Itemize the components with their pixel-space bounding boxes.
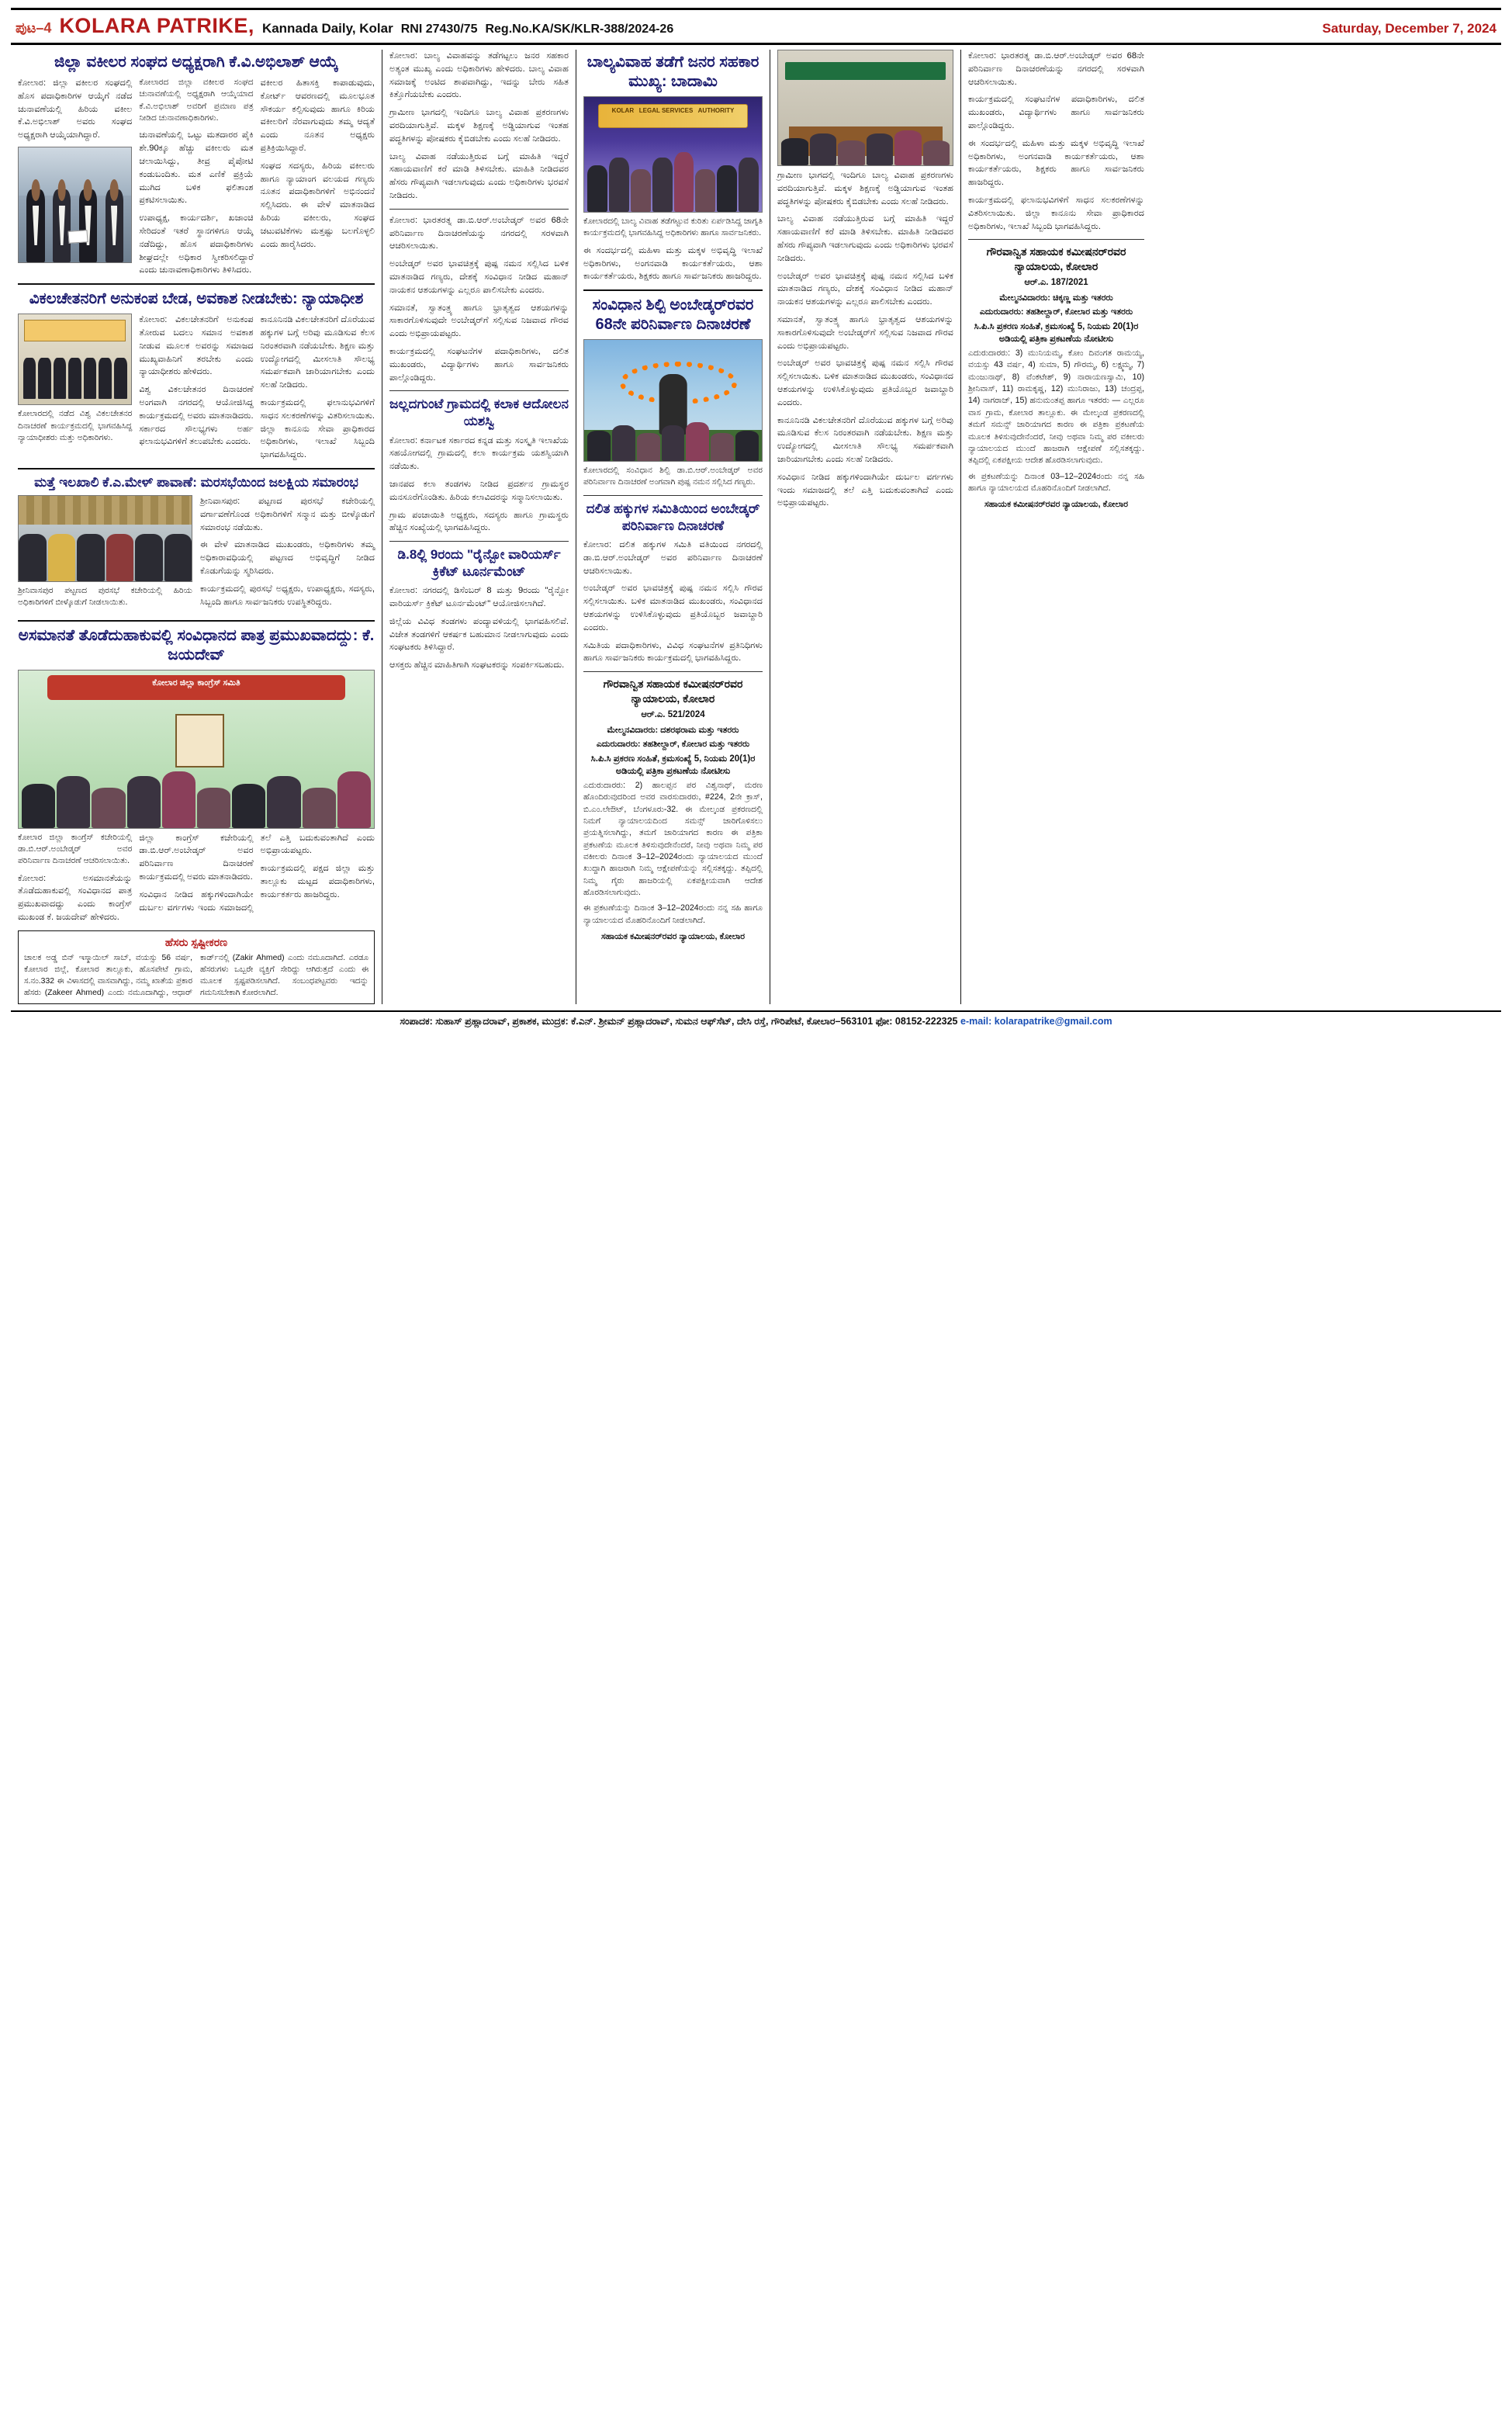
article-ambedkar-state-left [389,214,569,385]
paragraph: ಕಾರ್ಯಕ್ರಮದಲ್ಲಿ ಪುರಸಭೆ ಅಧ್ಯಕ್ಷರು, ಉಪಾಧ್ಯಕ್ಷರು, ಸದಸ್ಯರು, ಸಿಬ್ಬಂದಿ ಹಾಗೂ ಸಾರ್ವಜನಿಕರು ಉಪಸ್ಥಿತರಿದ್ದರು. [200,584,375,607]
paragraph: ಕಾರ್ಯಕ್ರಮದಲ್ಲಿ ಫಲಾನುಭವಿಗಳಿಗೆ ಸಾಧನ ಸಲಕರಣೆಗಳನ್ನು ವಿತರಿಸಲಾಯಿತು. ಜಿಲ್ಲಾ ಕಾನೂನು ಸೇವಾ ಪ್ರಾಧಿಕಾರದ ಅಧಿಕಾರಿಗಳು, ಇಲಾಖೆ ಸಿಬ್ಬಂದಿ ಭಾಗವಹಿಸಿದ್ದರು. [260,397,375,460]
paragraph: ಕಾರ್ಯಕ್ರಮದಲ್ಲಿ ಫಲಾನುಭವಿಗಳಿಗೆ ಸಾಧನ ಸಲಕರಣೆಗಳನ್ನು ವಿತರಿಸಲಾಯಿತು. ಜಿಲ್ಲಾ ಕಾನೂನು ಸೇವಾ ಪ್ರಾಧಿಕಾರದ ಅಧಿಕಾರಿಗಳು, ಇಲಾಖೆ ಸಿಬ್ಬಂದಿ ಭಾಗವಹಿಸಿದ್ದರು. [968,195,1144,231]
notice2-appellant: ಮೇಲ್ಮನವಿದಾರರು: ಚಿಕ್ಕಣ್ಣ ಮತ್ತು ಇತರರು [999,293,1113,303]
article-child-marriage-head [583,53,763,283]
paragraph: ಈ ಸಂದರ್ಭದಲ್ಲಿ ಮಹಿಳಾ ಮತ್ತು ಮಕ್ಕಳ ಅಭಿವೃದ್ಧಿ ಇಲಾಖೆ ಅಧಿಕಾರಿಗಳು, ಅಂಗನವಾಡಿ ಕಾರ್ಯಕರ್ತೆಯರು, ಆಶಾ ಕಾರ್ಯಕರ್ತೆಯರು, ಶಿಕ್ಷಕರು ಹಾಗೂ ಸಾರ್ವಜನಿಕರು ಹಾಜರಿದ್ದರು. [583,245,763,282]
rni-number: RNI 27430/75 [400,23,478,36]
notice-respondent: ಎದುರುದಾರರು: ತಹಶೀಲ್ದಾರ್, ಕೋಲಾರ ಮತ್ತು ಇತರರು [596,739,750,749]
page-number-label: ಪುಟ–4 [16,20,52,36]
correction-notice [18,930,375,1004]
article-lawyers-photo [18,147,132,263]
article-child-marriage-body-a [389,50,569,203]
paragraph: ಆಸಕ್ತರು ಹೆಚ್ಚಿನ ಮಾಹಿತಿಗಾಗಿ ಸಂಘಟಕರನ್ನು ಸಂಪರ್ಕಿಸಬಹುದು. [389,660,565,670]
notice2-signature: ಸಹಾಯಕ ಕಮೀಷನರ್‌ರವರ ನ್ಯಾಯಾಲಯ, ಕೋಲಾರ [984,500,1129,510]
article-disabled-photo [18,314,132,405]
paragraph: ಕಾನೂನಿನಡಿ ವಿಕಲಚೇತನರಿಗೆ ದೊರೆಯುವ ಹಕ್ಕುಗಳ ಬಗ್ಗೆ ಅರಿವು ಮೂಡಿಸುವ ಕೆಲಸ ನಿರಂತರವಾಗಿ ನಡೆಯಬೇಕು. ಶಿಕ್ಷಣ ಮತ್ತು ಉದ್ಯೋಗದಲ್ಲಿ ಮೀಸಲಾತಿ ಸೌಲಭ್ಯ ಸಮರ್ಪಕವಾಗಿ ಜಾರಿಯಾಗಬೇಕು ಎಂದು ಸಲಹೆ ನೀಡಿದರು. [260,315,375,390]
notice2-date-line: ಈ ಪ್ರಕಟಣೆಯನ್ನು ದಿನಾಂಕ 03–12–2024ರಂದು ನನ್ನ ಸಹಿ ಹಾಗೂ ನ್ಯಾಯಾಲಯದ ಮೊಹರಿನೊಂದಿಗೆ ನೀಡಲಾಗಿದೆ. [968,471,1144,493]
notice2-rule-line: ಸಿ.ಪಿ.ಸಿ ಪ್ರಕರಣ ಸಂಹಿತೆ, ಕ್ರಮಸಂಖ್ಯೆ 5, ನಿಯಮ 20(1)ರ ಅಡಿಯಲ್ಲಿ ಪತ್ರಿಕಾ ಪ್ರಕಟಣೆಯ ನೋಟೀಸು [974,321,1139,345]
divider [583,671,763,672]
paragraph: ಗ್ರಾಮೀಣ ಭಾಗದಲ್ಲಿ ಇಂದಿಗೂ ಬಾಲ್ಯ ವಿವಾಹ ಪ್ರಕರಣಗಳು ವರದಿಯಾಗುತ್ತಿವೆ. ಮಕ್ಕಳ ಶಿಕ್ಷಣಕ್ಕೆ ಅಡ್ಡಿಯಾಗುವ ಇಂತಹ ಪದ್ಧತಿಗಳನ್ನು ಪೋಷಕರು ಕೈಬಿಡಬೇಕು ಎಂದು ಸಲಹೆ ನೀಡಿದರು. [777,171,953,206]
article-disabled-caption: ಕೋಲಾರದಲ್ಲಿ ನಡೆದ ವಿಶ್ವ ವಿಕಲಚೇತನರ ದಿನಾಚರಣೆ ಕಾರ್ಯಕ್ರಮದಲ್ಲಿ ಭಾಗವಹಿಸಿದ್ದ ನ್ಯಾಯಾಧೀಶರು ಮತ್ತು ಅಧಿಕಾರಿಗಳು. [18,409,133,442]
article-cricket-headline: ಡಿ.8ಲ್ಲಿ 9ರಂದು "ರೈನ್ಬೋ ವಾರಿಯರ್ಸ್ ಕ್ರಿಕೆಟ್ ಟೂರ್ನಮೆಂಟ್ [397,547,561,580]
divider [18,283,375,285]
article-disabled [18,289,375,462]
column-right-2-top [968,50,1144,233]
paragraph: ಕಾರ್ಯಕ್ರಮದಲ್ಲಿ ಸಂಘಟನೆಗಳ ಪದಾಧಿಕಾರಿಗಳು, ದಲಿತ ಮುಖಂಡರು, ವಿದ್ಯಾರ್ಥಿಗಳು ಹಾಗೂ ಸಾರ್ವಜನಿಕರು ಪಾಲ್ಗೊಂಡಿದ್ದರು. [968,95,1144,130]
article-child-marriage-right [777,50,953,510]
paragraph: ಸಮಿತಿಯ ಪದಾಧಿಕಾರಿಗಳು, ವಿವಿಧ ಸಂಘಟನೆಗಳ ಪ್ರತಿನಿಧಿಗಳು ಹಾಗೂ ಸಾರ್ವಜನಿಕರು ಕಾರ್ಯಕ್ರಮದಲ್ಲಿ ಭಾಗವಹಿಸಿದ್ದರು. [583,640,763,664]
article-jalladagunte-headline: ಜಲ್ಲದಗುಂಟೆ ಗ್ರಾಮದಲ್ಲಿ ಕಲಾಕ ಆದೋಲನ ಯಶಸ್ವಿ [389,397,569,429]
article-dalit-body [583,539,763,665]
notice-court-line-1: ಗೌರವಾನ್ವಿತ ಸಹಾಯಕ ಕಮೀಷನರ್‌ರವರ [603,677,743,691]
notice2-body: ಎದುರುದಾರರು: 3) ಮುನಿಯಮ್ಮ, ಕೋಂ ದಿವಂಗತ ರಾಮಯ್ಯ, ವಯಸ್ಸು 43 ವರ್ಷ, 4) ಸುಮಾ, 5) ಗೌರಮ್ಮ, 6) ಲಕ್ಷ್ಮಮ್ಮ, 7) ಮಂಜುನಾಥ್, 8) ವೆಂಕಟೇಶ್, 9) ನಾರಾಯಣಸ್ವಾಮಿ, 10) ಶ್ರೀನಿವಾಸ್, 11) ರಾಮಕೃಷ್ಣ, 12) ಮುನಿರಾಜು, 13) ಚಂದ್ರಪ್ಪ, 14) ನಾಗರಾಜ್, 15) ಹನುಮಂತಪ್ಪ ಹಾಗೂ ಇತರರು — ಎಲ್ಲರೂ ವಾಸ ಗ್ರಾಮ, ಕೋಲಾರ ತಾಲ್ಲೂಕು. ಈ ಮೇಲ್ಕಂಡ ಪ್ರಕರಣದಲ್ಲಿ ತಮಗೆ ಸಮನ್ಸ್ ಜಾರಿಯಾಗದ ಕಾರಣ ಈ ಪತ್ರಿಕಾ ಪ್ರಕಟಣೆಯ ಮೂಲಕ ತಿಳಿಸುವುದೇನೆಂದರೆ, ನೀವು ಅಥವಾ ನಿಮ್ಮ ಪರ ವಕೀಲರು ನ್ಯಾಯಾಲಯದ ಮುಂದೆ ಹಾಜರಾಗಿ ಆಕ್ಷೇಪಣೆ ಸಲ್ಲಿಸತಕ್ಕದ್ದು. ತಪ್ಪಿದಲ್ಲಿ ಏಕಪಕ್ಷೀಯ ಆದೇಶ ಹೊರಡಿಸಲಾಗುವುದು. [968,348,1144,466]
notice-rule-line: ಸಿ.ಪಿ.ಸಿ ಪ್ರಕರಣ ಸಂಹಿತೆ, ಕ್ರಮಸಂಖ್ಯೆ 5, ನಿಯಮ 20(1)ರ ಅಡಿಯಲ್ಲಿ ಪತ್ರಿಕಾ ಪ್ರಕಟಣೆಯ ನೋಟೀಸು [590,754,756,777]
legal-notice-187 [968,244,1144,511]
article-congress [18,626,375,924]
paragraph: ಕೋಲಾರ: ಭಾರತರತ್ನ ಡಾ.ಬಿ.ಆರ್.ಅಂಬೇಡ್ಕರ್ ಅವರ 68ನೇ ಪರಿನಿರ್ವಾಣ ದಿನಾಚರಣೆಯನ್ನು ನಗರದಲ್ಲಿ ಸರಳವಾಗಿ ಆಚರಿಸಲಾಯಿತು. [389,215,569,251]
notice-date-line: ಈ ಪ್ರಕಟಣೆಯನ್ನು ದಿನಾಂಕ 3–12–2024ರಂದು ನನ್ನ ಸಹಿ ಹಾಗೂ ನ್ಯಾಯಾಲಯದ ಮೊಹರಿನೊಂದಿಗೆ ನೀಡಲಾಗಿದೆ. [583,903,763,925]
paragraph: ಅಂಬೇಡ್ಕರ್ ಅವರ ಭಾವಚಿತ್ರಕ್ಕೆ ಪುಷ್ಪ ನಮನ ಸಲ್ಲಿಸಿದ ಬಳಿಕ ಮಾತನಾಡಿದ ಗಣ್ಯರು, ದೇಶಕ್ಕೆ ಸಂವಿಧಾನ ನೀಡಿದ ಮಹಾನ್ ನಾಯಕನ ಆಶಯಗಳನ್ನು ಎಲ್ಲರೂ ಪಾಲಿಸಬೇಕು ಎಂದರು. [777,271,953,307]
legal-notice-521 [583,677,763,943]
page-footer [11,1010,1501,1027]
correction-title: ಹೆಸರು ಸ್ಪಷ್ಟೀಕರಣ [164,935,228,948]
divider [389,209,569,210]
paragraph: ಕಾನೂನಿನಡಿ ವಿಕಲಚೇತನರಿಗೆ ದೊರೆಯುವ ಹಕ್ಕುಗಳ ಬಗ್ಗೆ ಅರಿವು ಮೂಡಿಸುವ ಕೆಲಸ ನಿರಂತರವಾಗಿ ನಡೆಯಬೇಕು. ಶಿಕ್ಷಣ ಮತ್ತು ಉದ್ಯೋಗದಲ್ಲಿ ಮೀಸಲಾತಿ ಸೌಲಭ್ಯ ಸಮರ್ಪಕವಾಗಿ ಜಾರಿಯಾಗಬೇಕು ಎಂದು ಸಲಹೆ ನೀಡಿದರು. [777,415,953,464]
article-jalladagunte [389,396,569,535]
article-dalit-headline: ದಲಿತ ಹಕ್ಕುಗಳ ಸಮಿತಿಯಿಂದ ಅಂಬೇಡ್ಕರ್ ಪರಿನಿರ್ವಾಣ ದಿನಾಚರಣೆ [586,501,760,533]
article-child-marriage-photo: KOLAR LEGAL SERVICES AUTHORITY [583,96,763,213]
article-congress-body [18,832,375,924]
paragraph: ಉಪಾಧ್ಯಕ್ಷ, ಕಾರ್ಯದರ್ಶಿ, ಖಜಾಂಚಿ ಸೇರಿದಂತೆ ಇತರೆ ಸ್ಥಾನಗಳಿಗೂ ಆಯ್ಕೆ ನಡೆದಿದ್ದು, ಹೊಸ ಪದಾಧಿಕಾರಿಗಳು ಶೀಘ್ರದಲ್ಲೇ ಅಧಿಕಾರ ಸ್ವೀಕರಿಸಲಿದ್ದಾರೆ ಎಂದು ಚುನಾವಣಾಧಿಕಾರಿಗಳು ತಿಳಿಸಿದರು. [139,213,254,275]
notice-signature: ಸಹಾಯಕ ಕಮೀಷನರ್‌ರವರ ನ್ಯಾಯಾಲಯ, ಕೋಲಾರ [600,932,746,942]
article-ambedkar-headline: ಸಂವಿಧಾನ ಶಿಲ್ಪಿ ಅಂಬೇಡ್ಕರ್‌ರವರ 68ನೇ ಪರಿನಿರ್ವಾಣ ದಿನಾಚರಣೆ [592,296,754,334]
notice-case-number: ಆರ್.ಎ. 521/2024 [641,709,705,719]
article-lawyers-headline: ಜಿಲ್ಲಾ ವಕೀಲರ ಸಂಘದ ಅಧ್ಯಕ್ಷರಾಗಿ ಕೆ.ವಿ.ಅಭಿಲಾಶ್ ಆಯ್ಕೆ [54,54,339,71]
paragraph: ಬಾಲ್ಯ ವಿವಾಹ ನಡೆಯುತ್ತಿರುವ ಬಗ್ಗೆ ಮಾಹಿತಿ ಇದ್ದರೆ ಸಹಾಯವಾಣಿಗೆ ಕರೆ ಮಾಡಿ ತಿಳಿಸಬೇಕು. ಮಾಹಿತಿ ನೀಡಿದವರ ಹೆಸರು ಗೌಪ್ಯವಾಗಿ ಇಡಲಾಗುವುದು ಎಂದು ಅಧಿಕಾರಿಗಳು ಭರವಸೆ ನೀಡಿದರು. [777,214,953,263]
page-columns [11,50,1501,1004]
paragraph: ಸಮಾನತೆ, ಸ್ವಾತಂತ್ರ್ಯ ಹಾಗೂ ಭ್ರಾತೃತ್ವದ ಆಶಯಗಳನ್ನು ಸಾಕಾರಗೊಳಿಸುವುದೇ ಅಂಬೇಡ್ಕರ್‌ಗೆ ಸಲ್ಲಿಸುವ ನಿಜವಾದ ಗೌರವ ಎಂದು ಅಭಿಪ್ರಾಯಪಟ್ಟರು. [389,303,569,339]
column-right-body-a [777,169,953,510]
divider [18,468,375,470]
divider [18,620,375,622]
congress-banner-text: ಕೋಲಾರ ಜಿಲ್ಲಾ ಕಾಂಗ್ರೆಸ್ ಸಮಿತಿ [152,677,240,688]
article-ambedkar-state [583,296,763,489]
article-disabled-headline: ವಿಕಲಚೇತನರಿಗೆ ಅನುಕಂಪ ಬೇಡ, ಅವಕಾಶ ನೀಡಬೇಕು: ನ್ಯಾಯಾಧೀಶ [29,290,364,308]
newspaper-title: KOLARA PATRIKE, [59,14,254,37]
article-child-marriage-caption: ಕೋಲಾರದಲ್ಲಿ ಬಾಲ್ಯ ವಿವಾಹ ತಡೆಗಟ್ಟುವ ಕುರಿತು ಏರ್ಪಡಿಸಿದ್ದ ಜಾಗೃತಿ ಕಾರ್ಯಕ್ರಮದಲ್ಲಿ ಭಾಗವಹಿಸಿದ್ದ ಅಧಿಕಾರಿಗಳು ಹಾಗೂ ಸಾರ್ವಜನಿಕರು. [583,217,763,238]
notice-appellant: ಮೇಲ್ಮನವಿದಾರರು: ದಶರಥರಾಮ ಮತ್ತು ಇತರರು [607,725,739,735]
paragraph: ಅಂಬೇಡ್ಕರ್ ಅವರ ಭಾವಚಿತ್ರಕ್ಕೆ ಪುಷ್ಪ ನಮನ ಸಲ್ಲಿಸಿ ಗೌರವ ಸಲ್ಲಿಸಲಾಯಿತು. ಬಳಿಕ ಮಾತನಾಡಿದ ಮುಖಂಡರು, ಸಂವಿಧಾನದ ಆಶಯಗಳನ್ನು ಉಳಿಸಿಕೊಳ್ಳುವುದು ಪ್ರತಿಯೊಬ್ಬರ ಜವಾಬ್ದಾರಿ ಎಂದರು. [583,584,763,632]
article-lawyers-caption: ಕೋಲಾರದ ಜಿಲ್ಲಾ ವಕೀಲರ ಸಂಘದ ಚುನಾವಣೆಯಲ್ಲಿ ಅಧ್ಯಕ್ಷರಾಗಿ ಆಯ್ಕೆಯಾದ ಕೆ.ವಿ.ಅಭಿಲಾಶ್ ಅವರಿಗೆ ಪ್ರಮಾಣ ಪತ್ರ ನೀಡಿದ ಚುನಾವಣಾಧಿಕಾರಿಗಳು. [139,78,254,123]
paragraph: ಬಾಲ್ಯ ವಿವಾಹ ನಡೆಯುತ್ತಿರುವ ಬಗ್ಗೆ ಮಾಹಿತಿ ಇದ್ದರೆ ಸಹಾಯವಾಣಿಗೆ ಕರೆ ಮಾಡಿ ತಿಳಿಸಬೇಕು. ಮಾಹಿತಿ ನೀಡಿದವರ ಹೆಸರು ಗೌಪ್ಯವಾಗಿ ಇಡಲಾಗುವುದು ಎಂದು ಅಧಿಕಾರಿಗಳು ಭರವಸೆ ನೀಡಿದರು. [389,151,569,200]
paragraph: ಶ್ರೀನಿವಾಸಪುರ: ಪಟ್ಟಣದ ಪುರಸಭೆ ಕಚೇರಿಯಲ್ಲಿ ವರ್ಗಾವಣೆಗೊಂಡ ಅಧಿಕಾರಿಗಳಿಗೆ ಸನ್ಮಾನ ಮತ್ತು ಬೀಳ್ಕೊಡುಗೆ ಸಮಾರಂಭ ನಡೆಯಿತು. [200,497,375,532]
article-ambedkar-caption: ಕೋಲಾರದಲ್ಲಿ ಸಂವಿಧಾನ ಶಿಲ್ಪಿ ಡಾ.ಬಿ.ಆರ್.ಅಂಬೇಡ್ಕರ್ ಅವರ ಪರಿನಿರ್ವಾಣ ದಿನಾಚರಣೆ ಅಂಗವಾಗಿ ಪುಷ್ಪ ನಮನ ಸಲ್ಲಿಸಿದ ಗಣ್ಯರು. [583,466,763,487]
paragraph: ಕೋಲಾರ: ವಿಕಲಚೇತನರಿಗೆ ಅನುಕಂಪ ತೋರುವ ಬದಲು ಸಮಾನ ಅವಕಾಶ ನೀಡುವ ಮೂಲಕ ಅವರನ್ನು ಸಮಾಜದ ಮುಖ್ಯವಾಹಿನಿಗೆ ತರಬೇಕು ಎಂದು ನ್ಯಾಯಾಧೀಶರು ಹೇಳಿದರು. [139,315,254,377]
article-lawyers-top [18,77,375,277]
paragraph: ಕೋಲಾರ: ಕರ್ನಾಟಕ ಸರ್ಕಾರದ ಕನ್ನಡ ಮತ್ತು ಸಂಸ್ಕೃತಿ ಇಲಾಖೆಯ ಸಹಯೋಗದಲ್ಲಿ ಗ್ರಾಮದಲ್ಲಿ ಕಲಾ ಕಾರ್ಯಕ್ರಮ ಯಶಸ್ವಿಯಾಗಿ ನಡೆಯಿತು. [389,435,569,472]
paragraph: ಅಂಬೇಡ್ಕರ್ ಅವರ ಭಾವಚಿತ್ರಕ್ಕೆ ಪುಷ್ಪ ನಮನ ಸಲ್ಲಿಸಿದ ಬಳಿಕ ಮಾತನಾಡಿದ ಗಣ್ಯರು, ದೇಶಕ್ಕೆ ಸಂವಿಧಾನ ನೀಡಿದ ಮಹಾನ್ ನಾಯಕನ ಆಶಯಗಳನ್ನು ಎಲ್ಲರೂ ಪಾಲಿಸಬೇಕು ಎಂದರು. [389,259,569,295]
paragraph: ಸಂವಿಧಾನ ನೀಡಿದ ಹಕ್ಕುಗಳಿಂದಾಗಿಯೇ ದುರ್ಬಲ ವರ್ಗಗಳು ಇಂದು ಸಮಾಜದಲ್ಲಿ ತಲೆ ಎತ್ತಿ ಬದುಕುವಂತಾಗಿದೆ ಎಂದು ಅಭಿಪ್ರಾಯಪಟ್ಟರು. [139,833,375,913]
column-right-2 [960,50,1151,1004]
notice-court-line-2: ನ್ಯಾಯಾಲಯ, ಕೋಲಾರ [631,692,715,705]
article-ambedkar-body-a [389,214,569,385]
column-left [11,50,382,1004]
paragraph: ಅಂಬೇಡ್ಕರ್ ಅವರ ಭಾವಚಿತ್ರಕ್ಕೆ ಪುಷ್ಪ ನಮನ ಸಲ್ಲಿಸಿ ಗೌರವ ಸಲ್ಲಿಸಲಾಯಿತು. ಬಳಿಕ ಮಾತನಾಡಿದ ಮುಖಂಡರು, ಸಂವಿಧಾನದ ಆಶಯಗಳನ್ನು ಉಳಿಸಿಕೊಳ್ಳುವುದು ಪ್ರತಿಯೊಬ್ಬರ ಜವಾಬ್ದಾರಿ ಎಂದರು. [777,359,953,407]
article-child-marriage-left [389,50,569,203]
article-khelmela-body [18,495,375,614]
publication-date: Saturday, December 7, 2024 [1322,21,1496,36]
paragraph: ಜಿಲ್ಲೆಯ ವಿವಿಧ ತಂಡಗಳು ಪಂದ್ಯಾವಳಿಯಲ್ಲಿ ಭಾಗವಹಿಸಲಿವೆ. ವಿಜೇತ ತಂಡಗಳಿಗೆ ಆಕರ್ಷಕ ಬಹುಮಾನ ನೀಡಲಾಗುವುದು ಎಂದು ಸಂಘಟಕರು ತಿಳಿಸಿದ್ದಾರೆ. [389,616,569,653]
paragraph: ಕೋಲಾರ: ಭಾರತರತ್ನ ಡಾ.ಬಿ.ಆರ್.ಅಂಬೇಡ್ಕರ್ ಅವರ 68ನೇ ಪರಿನಿರ್ವಾಣ ದಿನಾಚರಣೆಯನ್ನು ನಗರದಲ್ಲಿ ಸರಳವಾಗಿ ಆಚರಿಸಲಾಯಿತು. [968,51,1144,87]
article-cricket [389,546,569,672]
notice2-case-number: ಆರ್.ಎ. 187/2021 [1024,278,1088,288]
notice2-court-line-1: ಗೌರವಾನ್ವಿತ ಸಹಾಯಕ ಕಮೀಷನರ್‌ರವರ [986,245,1126,258]
paragraph: ಕೋಲಾರ: ಜಿಲ್ಲಾ ವಕೀಲರ ಸಂಘದಲ್ಲಿ ಹೊಸ ಪದಾಧಿಕಾರಿಗಳ ಆಯ್ಕೆಗೆ ನಡೆದ ಚುನಾವಣೆಯಲ್ಲಿ ಹಿರಿಯ ವಕೀಲ ಕೆ.ವಿ.ಅಭಿಲಾಶ್ ಅವರು ಸಂಘದ ಅಧ್ಯಕ್ಷರಾಗಿ ಆಯ್ಕೆಯಾಗಿದ್ದಾರೆ. [18,78,133,140]
column-middle-1 [382,50,576,1004]
article-cricket-body [389,584,569,672]
divider [583,289,763,291]
footer-email-label: e-mail: [960,1016,992,1027]
article-jalladagunte-body [389,435,569,535]
article-khelmela-headline: ಮತ್ತೆ ಇಲಖಾಲಿ ಕೆ.ಎ.ಮೇಳ್ ಪಾವಾಣೆ: ಮರಸಭೆಯಿಂದ ಜಲಕ್ಷಿಯ ಸಮಾರಂಭ [34,474,358,490]
paragraph: ವಕೀಲರ ಹಿತಾಸಕ್ತಿ ಕಾಪಾಡುವುದು, ಕೋರ್ಟ್ ಆವರಣದಲ್ಲಿ ಮೂಲಭೂತ ಸೌಕರ್ಯ ಕಲ್ಪಿಸುವುದು ಹಾಗೂ ಕಿರಿಯ ವಕೀಲರಿಗೆ ನೆರವಾಗುವುದು ತಮ್ಮ ಆದ್ಯತೆ ಎಂದು ನೂತನ ಅಧ್ಯಕ್ಷರು ಪ್ರತಿಕ್ರಿಯಿಸಿದ್ದಾರೆ. [260,78,375,153]
divider [389,541,569,542]
paragraph: ಕೋಲಾರ: ಅಸಮಾನತೆಯನ್ನು ತೊಡೆದುಹಾಕುವಲ್ಲಿ ಸಂವಿಧಾನದ ಪಾತ್ರ ಪ್ರಮುಖವಾದದ್ದು ಎಂದು ಕಾಂಗ್ರೆಸ್ ಮುಖಂಡ ಕೆ. ಜಯದೇವ್ ಹೇಳಿದರು. [18,873,133,923]
paragraph: ಸಮಾನತೆ, ಸ್ವಾತಂತ್ರ್ಯ ಹಾಗೂ ಭ್ರಾತೃತ್ವದ ಆಶಯಗಳನ್ನು ಸಾಕಾರಗೊಳಿಸುವುದೇ ಅಂಬೇಡ್ಕರ್‌ಗೆ ಸಲ್ಲಿಸುವ ನಿಜವಾದ ಗೌರವ ಎಂದು ಅಭಿಪ್ರಾಯಪಟ್ಟರು. [777,314,953,351]
article-congress-headline: ಅಸಮಾನತೆ ತೊಡೆದುಹಾಕುವಲ್ಲಿ ಸಂವಿಧಾನದ ಪಾತ್ರ ಪ್ರಮುಖವಾದದ್ದು: ಕೆ. ಜಯದೇವ್ [18,626,375,664]
column-middle-2 [576,50,770,1004]
paragraph: ಈ ವೇಳೆ ಮಾತನಾಡಿದ ಮುಖಂಡರು, ಅಧಿಕಾರಿಗಳು ತಮ್ಮ ಅಧಿಕಾರಾವಧಿಯಲ್ಲಿ ಪಟ್ಟಣದ ಅಭಿವೃದ್ಧಿಗೆ ನೀಡಿದ ಕೊಡುಗೆಯನ್ನು ಸ್ಮರಿಸಿದರು. [200,540,375,577]
footer-email[interactable]: kolarapatrike@gmail.com [994,1016,1112,1027]
article-ambedkar-caption-wrap [583,465,763,489]
paragraph: ಚುನಾವಣೆಯಲ್ಲಿ ಒಟ್ಟು ಮತದಾರರ ಪೈಕಿ ಶೇ.90ಕ್ಕೂ ಹೆಚ್ಚು ವಕೀಲರು ಮತ ಚಲಾಯಿಸಿದ್ದು, ತೀವ್ರ ಪೈಪೋಟಿ ಕಂಡುಬಂದಿತು. ಮತ ಎಣಿಕೆ ಪ್ರಕ್ರಿಯೆ ಮುಗಿದ ಬಳಿಕ ಫಲಿತಾಂಶ ಪ್ರಕಟಿಸಲಾಯಿತು. [139,130,254,206]
article-disabled-body [18,314,375,462]
divider [583,495,763,496]
paragraph: ಸಂವಿಧಾನ ನೀಡಿದ ಹಕ್ಕುಗಳಿಂದಾಗಿಯೇ ದುರ್ಬಲ ವರ್ಗಗಳು ಇಂದು ಸಮಾಜದಲ್ಲಿ ತಲೆ ಎತ್ತಿ ಬದುಕುವಂತಾಗಿದೆ ಎಂದು ಅಭಿಪ್ರಾಯಪಟ್ಟರು. [777,472,953,508]
notice2-respondent: ಎದುರುದಾರರು: ತಹಶೀಲ್ದಾರ್, ಕೋಲಾರ ಮತ್ತು ಇತರರು [979,307,1133,317]
column-right-1 [770,50,960,1004]
paragraph: ಕೋಲಾರ: ಬಾಲ್ಯ ವಿವಾಹವನ್ನು ತಡೆಗಟ್ಟಲು ಜನರ ಸಹಕಾರ ಅತ್ಯಂತ ಮುಖ್ಯ ಎಂದು ಅಧಿಕಾರಿಗಳು ಹೇಳಿದರು. ಬಾಲ್ಯ ವಿವಾಹ ಸಮಾಜಕ್ಕೆ ಅಂಟಿದ ಶಾಪವಾಗಿದ್ದು, ಇದನ್ನು ಬೇರು ಸಹಿತ ಕಿತ್ತೊಗೆಯಬೇಕು ಎಂದರು. [389,51,569,100]
paragraph: ವಿಶ್ವ ವಿಕಲಚೇತನರ ದಿನಾಚರಣೆ ಅಂಗವಾಗಿ ನಗರದಲ್ಲಿ ಆಯೋಜಿಸಿದ್ದ ಕಾರ್ಯಕ್ರಮದಲ್ಲಿ ಅವರು ಮಾತನಾಡಿದರು. ಸರ್ಕಾರದ ಸೌಲಭ್ಯಗಳು ಅರ್ಹ ಫಲಾನುಭವಿಗಳಿಗೆ ತಲುಪಬೇಕು ಎಂದರು. [139,385,254,447]
paragraph: ಕಾರ್ಯಕ್ರಮದಲ್ಲಿ ಸಂಘಟನೆಗಳ ಪದಾಧಿಕಾರಿಗಳು, ದಲಿತ ಮುಖಂಡರು, ವಿದ್ಯಾರ್ಥಿಗಳು ಹಾಗೂ ಸಾರ್ವಜನಿಕರು ಪಾಲ್ಗೊಂಡಿದ್ದರು. [389,346,569,383]
newspaper-subtitle: Kannada Daily, Kolar [261,21,393,36]
paragraph: ಜಿಲ್ಲಾ ಕಾಂಗ್ರೆಸ್ ಕಚೇರಿಯಲ್ಲಿ ಡಾ.ಬಿ.ಆರ್.ಅಂಬೇಡ್ಕರ್ ಅವರ ಪರಿನಿರ್ವಾಣ ದಿನಾಚರಣೆ ಕಾರ್ಯಕ್ರಮದಲ್ಲಿ ಅವರು ಮಾತನಾಡಿದರು. [139,833,254,882]
paragraph: ಗ್ರಾಮೀಣ ಭಾಗದಲ್ಲಿ ಇಂದಿಗೂ ಬಾಲ್ಯ ವಿವಾಹ ಪ್ರಕರಣಗಳು ವರದಿಯಾಗುತ್ತಿವೆ. ಮಕ್ಕಳ ಶಿಕ್ಷಣಕ್ಕೆ ಅಡ್ಡಿಯಾಗುವ ಇಂತಹ ಪದ್ಧತಿಗಳನ್ನು ಪೋಷಕರು ಕೈಬಿಡಬೇಕು ಎಂದು ಸಲಹೆ ನೀಡಿದರು. [389,108,569,144]
correction-body: ಚಾಲಕ ಅಡ್ಡ ಬಿನ್ ಇಸ್ಮಾಯಿಲ್ ಸಾಬ್, ವಯಸ್ಸು 56 ವರ್ಷ, ಕೋಲಾರ ಜಿಲ್ಲೆ, ಕೋಲಾರ ತಾಲ್ಲೂಕು, ಹೊಸಪೇಟೆ ಗ್ರಾಮ, ಸ.ನಂ.332 ಈ ವಿಳಾಸದಲ್ಲಿ ವಾಸವಾಗಿದ್ದು, ನಮ್ಮ ಖಾತೆಯ ಪ್ರಕಾರ ಹೆಸರು (Zakeer Ahmed) ಎಂದು ನಮೂದಾಗಿದ್ದು, ಆಧಾರ್ ಕಾರ್ಡ್‌ನಲ್ಲಿ (Zakir Ahmed) ಎಂದು ನಮೂದಾಗಿದೆ. ಎರಡೂ ಹೆಸರುಗಳು ಒಬ್ಬರೇ ವ್ಯಕ್ತಿಗೆ ಸೇರಿದ್ದು ಆಗಿರುತ್ತದೆ ಎಂದು ಈ ಮೂಲಕ ಸ್ಪಷ್ಟಪಡಿಸಲಾಗಿದೆ. ಸಂಬಂಧಪಟ್ಟವರು ಇದನ್ನು ಗಮನಿಸಬೇಕಾಗಿ ಕೋರಲಾಗಿದೆ. [24,953,368,998]
paragraph: ಸಂಘದ ಸದಸ್ಯರು, ಹಿರಿಯ ವಕೀಲರು ಹಾಗೂ ನ್ಯಾಯಾಂಗ ವಲಯದ ಗಣ್ಯರು ನೂತನ ಪದಾಧಿಕಾರಿಗಳಿಗೆ ಅಭಿನಂದನೆ ಸಲ್ಲಿಸಿದರು. ಈ ವೇಳೆ ಮಾತನಾಡಿದ ಹಿರಿಯ ವಕೀಲರು, ಸಂಘದ ಚಟುವಟಿಕೆಗಳು ಮತ್ತಷ್ಟು ಬಲಗೊಳ್ಳಲಿ ಎಂದು ಹಾರೈಸಿದರು. [260,161,375,249]
article-dalit [583,501,763,665]
article-child-marriage-headline: ಬಾಲ್ಯವಿವಾಹ ತಡೆಗೆ ಜನರ ಸಹಕಾರ ಮುಖ್ಯ: ಬಾದಾಮಿ [586,54,759,90]
article-khelmela-caption: ಶ್ರೀನಿವಾಸಪುರ ಪಟ್ಟಣದ ಪುರಸಭೆ ಕಚೇರಿಯಲ್ಲಿ ಹಿರಿಯ ಅಧಿಕಾರಿಗಳಿಗೆ ಬೀಳ್ಕೊಡುಗೆ ನೀಡಲಾಯಿತು. [18,586,192,608]
paragraph: ಗ್ರಾಮ ಪಂಚಾಯಿತಿ ಅಧ್ಯಕ್ಷರು, ಸದಸ್ಯರು ಹಾಗೂ ಗ್ರಾಮಸ್ಥರು ಹೆಚ್ಚಿನ ಸಂಖ್ಯೆಯಲ್ಲಿ ಭಾಗವಹಿಸಿದ್ದರು. [389,510,569,533]
paragraph: ಕೋಲಾರ: ದಲಿತ ಹಕ್ಕುಗಳ ಸಮಿತಿ ವತಿಯಿಂದ ನಗರದಲ್ಲಿ ಡಾ.ಬಿ.ಆರ್.ಅಂಬೇಡ್ಕರ್ ಅವರ ಪರಿನಿರ್ವಾಣ ದಿನಾಚರಣೆ ಆಚರಿಸಲಾಯಿತು. [583,540,763,576]
article-ambedkar-photo [583,339,763,462]
footer-imprint: ಸಂಪಾದಕ: ಸುಹಾಸ್ ಪ್ರಹ್ಲಾದರಾವ್, ಪ್ರಕಾಶಕ, ಮುದ್ರಕ: ಕೆ.ಎನ್. ಶ್ರೀಮನ್ ಪ್ರಹ್ಲಾದರಾವ್, ಸುಮನ ಆಫ್‌ಸೆಟ್, ದೇಸಿ ರಸ್ತೆ, ಗೌರಿಪೇಟೆ, ಕೋಲಾರ–563101 ಫೋ: 08152-222325 [400,1016,958,1027]
article-child-marriage-caption-wrap [583,216,763,283]
article-meeting-photo [777,50,953,166]
column-right-2-body [968,50,1144,233]
masthead [11,8,1501,45]
article-khelmela [18,474,375,614]
notice2-court-line-2: ನ್ಯಾಯಾಲಯ, ಕೋಲಾರ [1014,260,1099,273]
article-congress-photo [18,670,375,829]
divider [389,390,569,391]
paragraph: ಕೋಲಾರ: ನಗರದಲ್ಲಿ ಡಿಸೆಂಬರ್ 8 ಮತ್ತು 9ರಂದು "ರೈನ್ಬೋ ವಾರಿಯರ್ಸ್ ಕ್ರಿಕೆಟ್ ಟೂರ್ನಮೆಂಟ್" ಆಯೋಜಿಸಲಾಗಿದೆ. [389,586,569,609]
article-khelmela-photo [18,495,192,582]
registration-number: Reg.No.KA/SK/KLR-388/2024-26 [485,23,674,36]
article-congress-caption: ಕೋಲಾರ ಜಿಲ್ಲಾ ಕಾಂಗ್ರೆಸ್ ಕಚೇರಿಯಲ್ಲಿ ಡಾ.ಬಿ.ಆರ್.ಅಂಬೇಡ್ಕರ್ ಅವರ ಪರಿನಿರ್ವಾಣ ದಿನಾಚರಣೆ ಆಚರಿಸಲಾಯಿತು. [18,832,133,866]
paragraph: ಕಾರ್ಯಕ್ರಮದಲ್ಲಿ ಪಕ್ಷದ ಜಿಲ್ಲಾ ಮತ್ತು ತಾಲ್ಲೂಕು ಮಟ್ಟದ ಪದಾಧಿಕಾರಿಗಳು, ಕಾರ್ಯಕರ್ತರು ಹಾಜರಿದ್ದರು. [260,864,375,899]
notice-body: ಎದುರುದಾರರು: 2) ಹಾಲಪ್ಪನ ಪರ ವಿಶ್ವನಾಥ್, ಮರಣ ಹೊಂದಿರುವುದರಿಂದ ಅವರ ವಾರಸುದಾರರು, #224, 2ನೇ ಕ್ರಾಸ್, ಬಿ.ಎಂ.ಲೇಔಟ್, ಬೆಂಗಳೂರು-32. ಈ ಮೇಲ್ಕಂಡ ಪ್ರಕರಣದಲ್ಲಿ ನಿಮಗೆ ನ್ಯಾಯಾಲಯದಿಂದ ಸಮನ್ಸ್ ಜಾರಿಗೊಳಿಸಲು ಪ್ರಯತ್ನಿಸಲಾಗಿದ್ದು, ತಮಗೆ ಜಾರಿಯಾಗದ ಕಾರಣ ಈ ಪತ್ರಿಕಾ ಪ್ರಕಟಣೆಯ ಮೂಲಕ ತಿಳಿಸುವುದೇನೆಂದರೆ, ನೀವು ಅಥವಾ ನಿಮ್ಮ ಪರ ವಕೀಲರು ದಿನಾಂಕ 3–12–2024ರಂದು ನ್ಯಾಯಾಲಯದ ಮುಂದೆ ಖುದ್ದಾಗಿ ಹಾಜರಾಗಿ ನಿಮ್ಮ ಆಕ್ಷೇಪಣೆಯನ್ನು ಸಲ್ಲಿಸತಕ್ಕದ್ದು. ತಪ್ಪಿದಲ್ಲಿ ನಿಮ್ಮ ಗೈರು ಹಾಜರಿಯಲ್ಲಿ ಏಕಪಕ್ಷೀಯವಾಗಿ ಆದೇಶ ಹೊರಡಿಸಲಾಗುವುದು. [583,780,763,898]
article-lawyers [18,53,375,277]
paragraph: ಜಾನಪದ ಕಲಾ ತಂಡಗಳು ನೀಡಿದ ಪ್ರದರ್ಶನ ಗ್ರಾಮಸ್ಥರ ಮನಸೂರೆಗೊಂಡಿತು. ಹಿರಿಯ ಕಲಾವಿದರನ್ನು ಸನ್ಮಾನಿಸಲಾಯಿತು. [389,479,569,502]
paragraph: ಈ ಸಂದರ್ಭದಲ್ಲಿ ಮಹಿಳಾ ಮತ್ತು ಮಕ್ಕಳ ಅಭಿವೃದ್ಧಿ ಇಲಾಖೆ ಅಧಿಕಾರಿಗಳು, ಅಂಗನವಾಡಿ ಕಾರ್ಯಕರ್ತೆಯರು, ಆಶಾ ಕಾರ್ಯಕರ್ತೆಯರು, ಶಿಕ್ಷಕರು ಹಾಗೂ ಸಾರ್ವಜನಿಕರು ಹಾಜರಿದ್ದರು. [968,138,1144,188]
divider [968,239,1144,240]
